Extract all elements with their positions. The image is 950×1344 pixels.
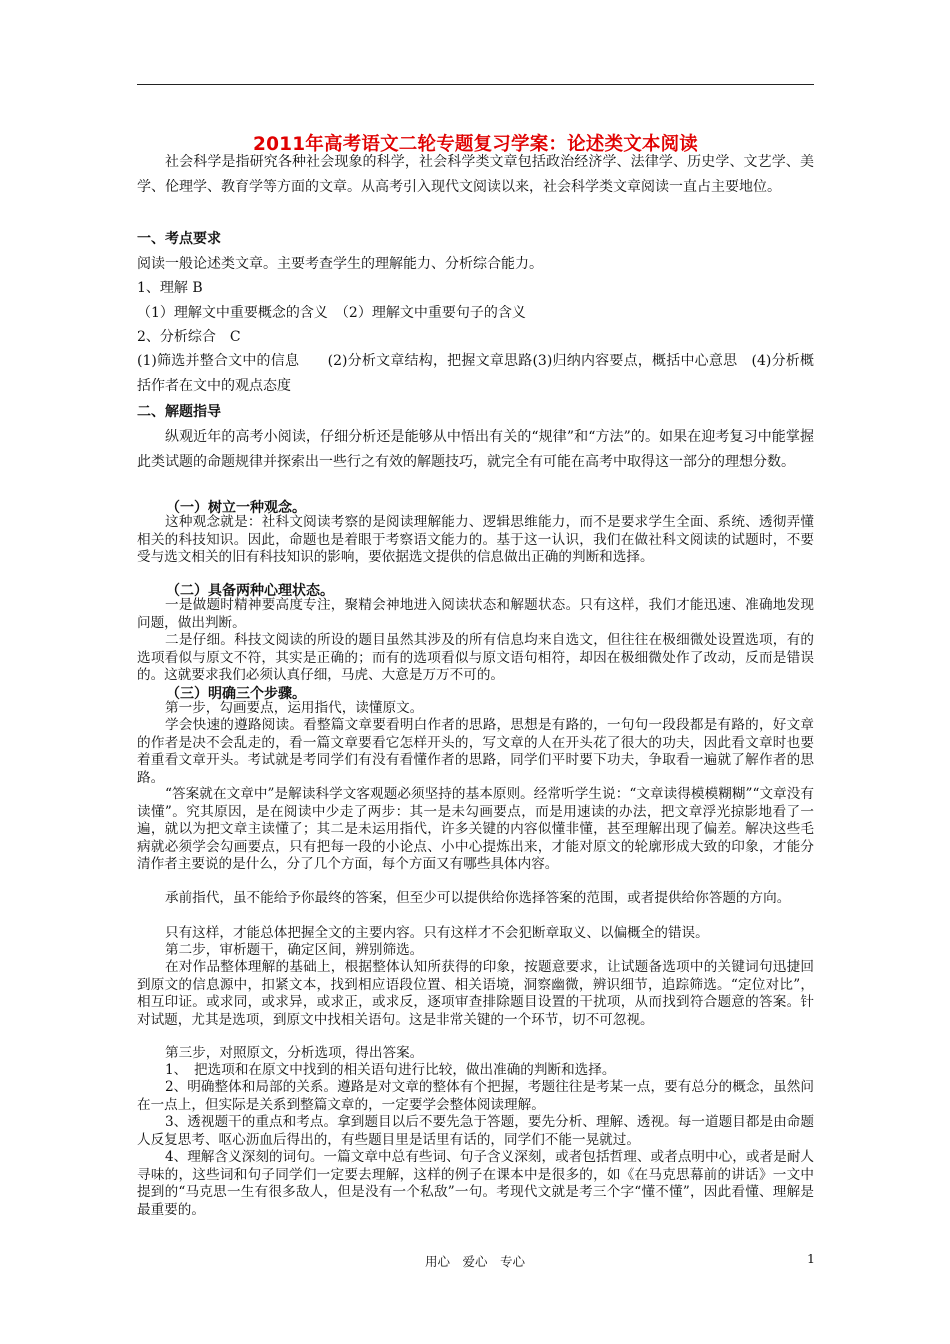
list-item: 4、理解含义深刻的词句。一篇文章中总有些词、句子含义深刻，或者包括哲理、或者点明中心，或者是耐人寻味的，这些词和句子同学们一定要去理解，这样的例子在课本中是很多的，如《在马克思幕前的讲话》一文中提到的“马克思一生有很多敌人，但是没有一个私敌”一句。考现代文就是考三个字“懂不懂”，因此看懂、理解是最重要的。	[137, 1149, 814, 1218]
page-number: 1	[807, 1251, 815, 1266]
guidance-intro: 纵观近年的高考小阅读，仔细分析还是能够从中悟出有关的“规律”和“方法”的。如果在迎考复习中能掌握此类试题的命题规律并探索出一些行之有效的解题技巧，就完全有可能在高考中取得这一部分的理想分数。	[137, 429, 814, 470]
requirement-line: 2、分析综合 C	[137, 329, 241, 345]
document-title: 2011年高考语文二轮专题复习学案：论述类文本阅读	[253, 134, 698, 155]
body-paragraph: 学会快速的遵路阅读。看整篇文章要看明白作者的思路，思想是有路的，一句句一段段都是有路的，好文章的作者是决不会乱走的，看一篇文章要看它怎样开头的，写文章的人在开头花了很大的功夫，因此看文章时也要着重看文章开头。考试就是考同学们有没有看懂作者的思路，同学们平时要下功夫，争取看一遍就了解作者的思路。	[137, 717, 814, 786]
body-paragraph: “答案就在文章中”是解读科学文客观题必须坚持的基本原则。经常听学生说：“文章读得模模糊糊”“文章没有读懂”。究其原因，是在阅读中少走了两步：其一是未勾画要点，而是用速读的办法，把文章浮光掠影地看了一遍，就以为把文章主读懂了；其二是未运用指代，许多关键的内容似懂非懂，甚至理解出现了偏差。解决这些毛病就必须学会勾画要点，只有把每一段的小论点、小中心提炼出来，才能对原文的轮廓形成大致的印象，才能分清作者主要说的是什么，分了几个方面，每个方面又有哪些具体内容。	[137, 786, 814, 872]
header-rule	[137, 84, 814, 85]
list-item: 1、 把选项和在原文中找到的相关语句进行比较，做出准确的判断和选择。	[165, 1062, 616, 1078]
section-heading-requirements: 一、考点要求	[137, 231, 221, 247]
body-paragraph: 在对作品整体理解的基础上，根据整体认知所获得的印象，按题意要求，让试题备选项中的关键词句迅捷回到原文的信息源中，扣紧文本，找到相应语段位置、相关语境，洞察幽微，辨识细节，追踪筛选。“定位对比”，相互印证。或求同，或求异，或求正，或求反，逐项审查排除题目设置的干扰项，从而找到符合题意的答案。针对试题，尤其是选项，到原文中找相关语句。这是非常关键的一个环节，切不可忽视。	[137, 959, 814, 1028]
body-paragraph: 这种观念就是：社科文阅读考察的是阅读理解能力、逻辑思维能力，而不是要求学生全面、系统、透彻弄懂相关的科技知识。因此，命题也是着眼于考察语文能力的。基于这一认识，我们在做社科文阅读的试题时，不要受与选文相关的旧有科技知识的影响，要依据选文提供的信息做出正确的判断和选择。	[137, 514, 814, 565]
list-item: 3、透视题干的重点和考点。拿到题目以后不要先急于答题，要先分析、理解、透视。每一道题目都是由命题人反复思考、呕心沥血后得出的，有些题目里是话里有话的，同学们不能一晃就过。	[137, 1114, 814, 1148]
body-paragraph: 只有这样，才能总体把握全文的主要内容。只有这样才不会犯断章取义、以偏概全的错误。	[165, 925, 709, 941]
step-heading: 第一步，勾画要点，运用指代，读懂原文。	[165, 700, 424, 716]
subheading-steps: （三）明确三个步骤。	[166, 686, 306, 702]
body-paragraph: 二是仔细。科技文阅读的所设的题目虽然其涉及的所有信息均来自选文，但往往在极细微处设置选项，有的选项看似与原文不符，其实是正确的；而有的选项看似与原文语句相符，却因在极细微处作了改动，反而是错误的。这就要求我们必须认真仔细，马虎、大意是万万不可的。	[137, 632, 814, 683]
step-heading: 第二步，审析题干，确定区间，辨别筛选。	[165, 942, 424, 958]
subheading-concept: （一）树立一种观念。	[166, 500, 306, 516]
requirement-line: (1)筛选并整合文中的信息 (2)分析文章结构，把握文章思路(3)归纳内容要点，概括中心意思 (4)分析概括作者在文中的观点态度	[137, 353, 814, 394]
list-item: 2、明确整体和局部的关系。遵路是对文章的整体有个把握，考题往往是考某一点，要有总分的概念，虽然问在一点上，但实际是关系到整篇文章的，一定要学会整体阅读理解。	[137, 1079, 814, 1113]
page-footer: 用心 爱心 专心	[424, 1254, 525, 1269]
body-paragraph: 一是做题时精神要高度专注，聚精会神地进入阅读状态和解题状态。只有这样，我们才能迅速、准确地发现问题，做出判断。	[137, 597, 814, 631]
requirement-line: （1）理解文中重要概念的含义 （2）理解文中重要句子的含义	[137, 305, 526, 321]
body-paragraph: 承前指代，虽不能给予你最终的答案，但至少可以提供给你选择答案的范围，或者提供给你答题的方向。	[165, 890, 791, 906]
intro-paragraph: 社会科学是指研究各种社会现象的科学，社会科学类文章包括政治经济学、法律学、历史学、文艺学、美学、伦理学、教育学等方面的文章。从高考引入现代文阅读以来，社会科学类文章阅读一直占主要地位。	[137, 154, 814, 195]
subheading-mindset: （二）具备两种心理状态。	[166, 583, 334, 599]
section-heading-guidance: 二、解题指导	[137, 404, 221, 420]
step-heading: 第三步，对照原文，分析选项，得出答案。	[165, 1045, 424, 1061]
requirement-line: 1、理解 B	[137, 280, 203, 296]
requirement-line: 阅读一般论述类文章。主要考查学生的理解能力、分析综合能力。	[137, 256, 543, 272]
